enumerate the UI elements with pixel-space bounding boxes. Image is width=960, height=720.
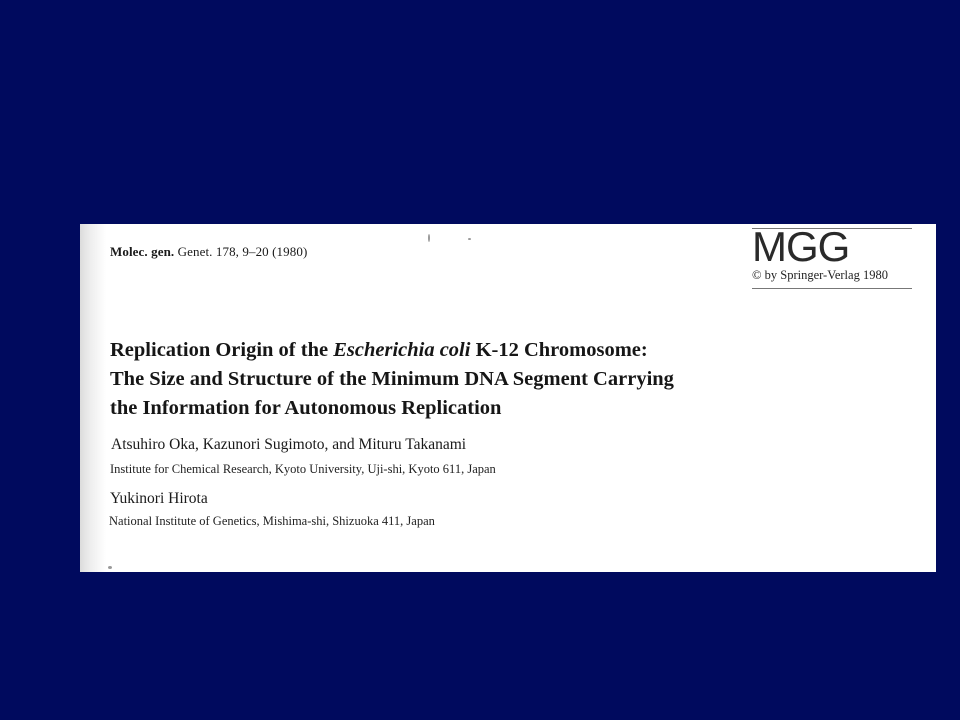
title-line-1-start: Replication Origin of the <box>110 339 334 361</box>
journal-citation <box>110 244 307 260</box>
journal-name: Molec. gen. <box>110 244 175 259</box>
paper-title <box>110 336 790 423</box>
scan-speck <box>108 566 112 569</box>
affiliation-2: National Institute of Genetics, Mishima-shi, Shizuoka 411, Japan <box>109 514 435 528</box>
mgg-logo: MGG <box>752 224 850 270</box>
journal-volume-pages-year: Genet. 178, 9–20 (1980) <box>174 244 308 259</box>
title-line-2: The Size and Structure of the Minimum DNA Segment Carrying <box>110 368 674 390</box>
title-line-1-end: K-12 Chromosome: <box>470 339 648 361</box>
title-organism: Escherichia coli <box>333 339 471 361</box>
title-line-3: the Information for Autonomous Replication <box>110 397 502 419</box>
title-line-1 <box>110 336 790 365</box>
author-list-2: Yukinori Hirota <box>110 490 208 507</box>
logo-rule-bottom <box>752 288 912 289</box>
scanned-paper-header <box>80 224 936 572</box>
scan-speck <box>428 234 430 242</box>
author-list-1: Atsuhiro Oka, Kazunori Sugimoto, and Mituru Takanami <box>111 436 467 453</box>
scan-shadow-edge <box>80 224 106 572</box>
scan-speck <box>468 238 471 240</box>
publisher-copyright: © by Springer-Verlag 1980 <box>752 268 888 282</box>
affiliation-1: Institute for Chemical Research, Kyoto University, Uji-shi, Kyoto 611, Japan <box>110 462 496 476</box>
publisher-logo-block <box>752 224 912 292</box>
